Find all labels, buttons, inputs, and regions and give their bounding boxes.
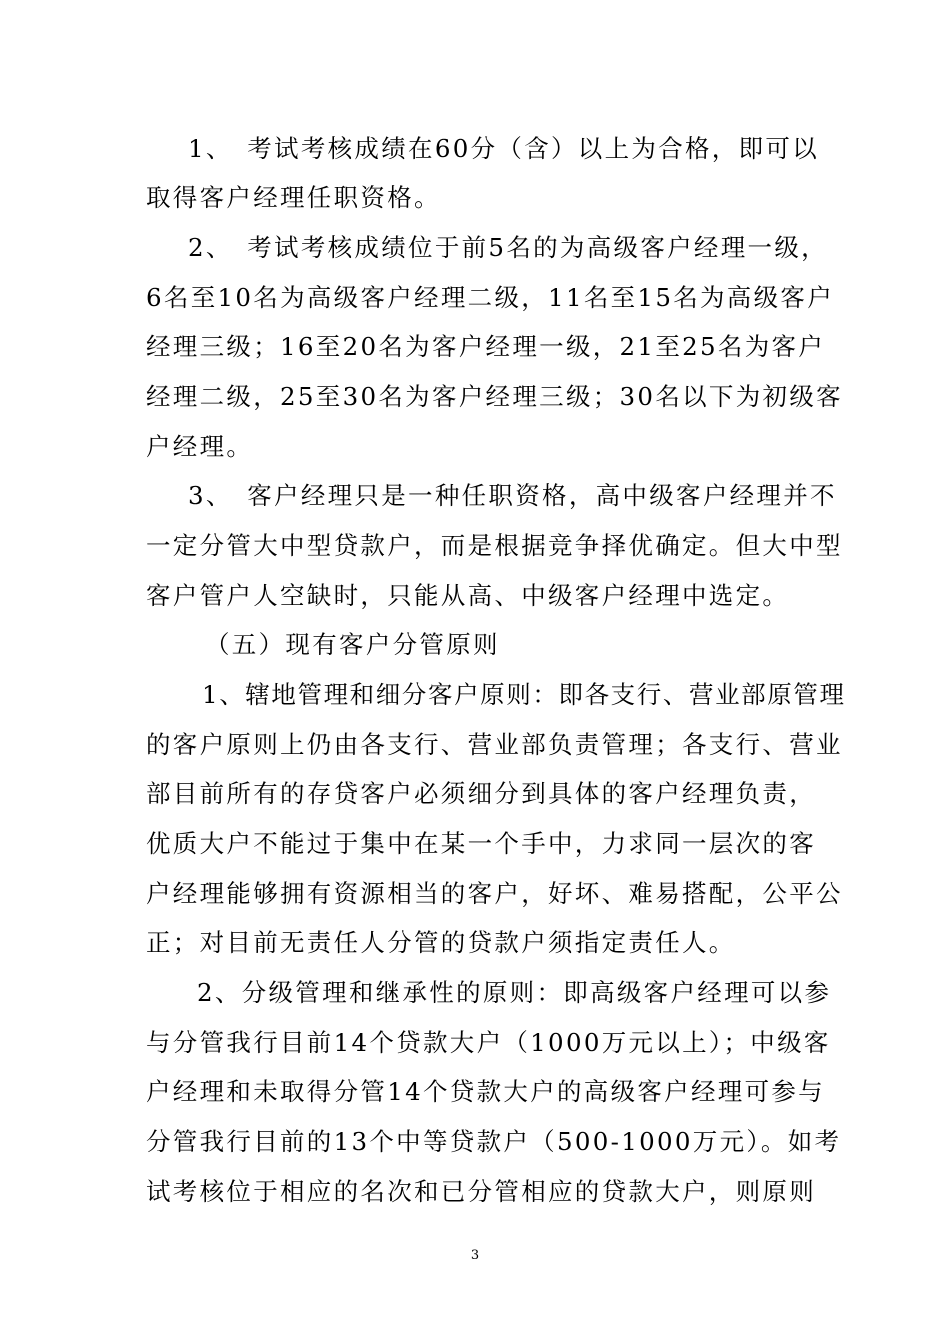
paragraph-line-2: 取得客户经理任职资格。 xyxy=(146,183,441,212)
paragraph-line-1: 1、 考试考核成绩在60分（含）以上为合格，即可以 xyxy=(188,134,820,163)
paragraph-line-5: 经理三级；16至20名为客户经理一级，21至25名为客户 xyxy=(146,332,826,361)
paragraph-line-12: 1、辖地管理和细分客户原则：即各支行、营业部原管理 xyxy=(202,680,846,709)
section-heading: （五）现有客户分管原则 xyxy=(205,630,500,659)
paragraph-line-14: 部目前所有的存贷客户必须细分到具体的客户经理负责， xyxy=(146,779,816,808)
paragraph-line-16: 户经理能够拥有资源相当的客户，好坏、难易搭配，公平公 xyxy=(146,879,843,908)
paragraph-line-17: 正；对目前无责任人分管的贷款户须指定责任人。 xyxy=(146,928,736,957)
paragraph-line-4: 6名至10名为高级客户经理二级，11名至15名为高级客户 xyxy=(146,283,835,312)
paragraph-line-21: 分管我行目前的13个中等贷款户（500-1000万元）。如考 xyxy=(146,1127,842,1156)
paragraph-line-22: 试考核位于相应的名次和已分管相应的贷款大户，则原则 xyxy=(146,1177,816,1206)
paragraph-line-19: 与分管我行目前14个贷款大户（1000万元以上）；中级客 xyxy=(146,1028,831,1057)
paragraph-line-7: 户经理。 xyxy=(146,432,254,461)
paragraph-line-20: 户经理和未取得分管14个贷款大户的高级客户经理可参与 xyxy=(146,1077,825,1106)
page-number: 3 xyxy=(470,1248,480,1263)
paragraph-line-10: 客户管户人空缺时，只能从高、中级客户经理中选定。 xyxy=(146,581,790,610)
paragraph-line-3: 2、 考试考核成绩位于前5名的为高级客户经理一级， xyxy=(188,233,828,262)
paragraph-line-9: 一定分管大中型贷款户，而是根据竞争择优确定。但大中型 xyxy=(146,531,843,560)
paragraph-line-6: 经理二级，25至30名为客户经理三级；30名以下为初级客 xyxy=(146,382,843,411)
paragraph-line-13: 的客户原则上仍由各支行、营业部负责管理；各支行、营业 xyxy=(146,730,843,759)
paragraph-line-8: 3、 客户经理只是一种任职资格，高中级客户经理并不 xyxy=(188,481,837,510)
paragraph-line-18: 2、分级管理和继承性的原则：即高级客户经理可以参 xyxy=(197,978,832,1007)
paragraph-line-15: 优质大户不能过于集中在某一个手中，力求同一层次的客 xyxy=(146,829,816,858)
